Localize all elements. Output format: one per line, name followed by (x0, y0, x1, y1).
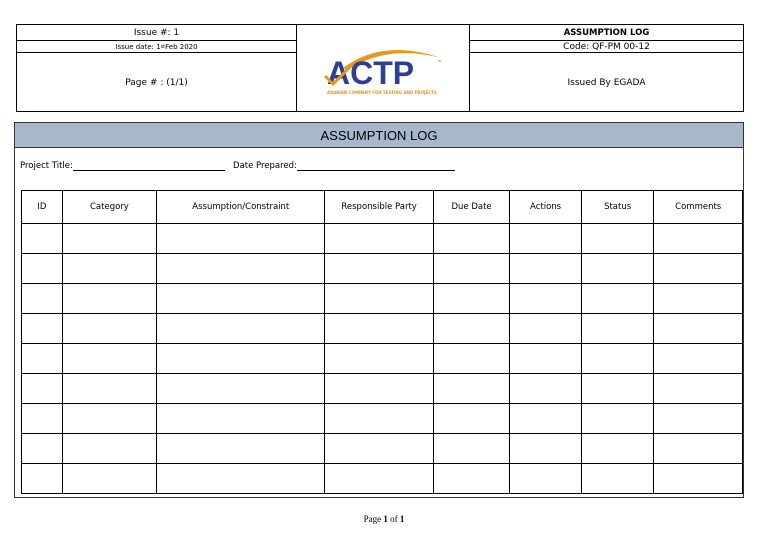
issue-number: Issue #: 1 (133, 27, 180, 38)
column-header: Responsible Party (325, 191, 433, 224)
table-cell[interactable] (62, 404, 156, 434)
date-prepared-label: Date Prepared: (232, 161, 297, 171)
table-cell[interactable] (325, 344, 433, 374)
table-cell[interactable] (157, 404, 325, 434)
table-cell[interactable] (62, 224, 156, 254)
table-cell[interactable] (22, 224, 63, 254)
table-cell[interactable] (510, 224, 582, 254)
form-title: ASSUMPTION LOG (15, 123, 743, 148)
table-cell[interactable] (325, 434, 433, 464)
table-cell[interactable] (62, 374, 156, 404)
table-cell[interactable] (654, 464, 743, 494)
table-cell[interactable] (325, 284, 433, 314)
table-cell[interactable] (510, 464, 582, 494)
table-cell[interactable] (581, 374, 654, 404)
table-cell[interactable] (22, 284, 63, 314)
project-title-label: Project Title: (20, 161, 73, 171)
table-row (22, 374, 743, 404)
page-number: Page # : (1/1) (125, 77, 188, 88)
table-cell[interactable] (325, 404, 433, 434)
table-cell[interactable] (325, 464, 433, 494)
issued-by: Issued By EGADA (567, 77, 646, 88)
table-cell[interactable] (510, 314, 582, 344)
table-row (22, 464, 743, 494)
table-cell[interactable] (581, 224, 654, 254)
column-header: Actions (510, 191, 582, 224)
table-cell[interactable] (433, 344, 509, 374)
date-prepared-field[interactable] (297, 161, 455, 171)
table-cell[interactable] (22, 374, 63, 404)
table-cell[interactable] (581, 434, 654, 464)
table-cell[interactable] (581, 284, 654, 314)
table-row (22, 434, 743, 464)
table-row (22, 314, 743, 344)
table-cell[interactable] (157, 374, 325, 404)
svg-text:™: ™ (437, 59, 442, 66)
table-cell[interactable] (22, 434, 63, 464)
table-cell[interactable] (654, 224, 743, 254)
project-title-field[interactable] (73, 161, 225, 171)
doc-title: ASSUMPTION LOG (563, 27, 650, 38)
logo-swoosh-icon (313, 40, 453, 98)
table-cell[interactable] (157, 314, 325, 344)
table-cell[interactable] (510, 434, 582, 464)
column-header: ID (22, 191, 63, 224)
table-cell[interactable] (157, 224, 325, 254)
table-cell[interactable] (510, 374, 582, 404)
svg-text:ACTP: ACTP (327, 54, 415, 91)
table-cell[interactable] (654, 434, 743, 464)
table-cell[interactable] (157, 434, 325, 464)
table-cell[interactable] (22, 254, 63, 284)
column-header: Status (581, 191, 654, 224)
table-cell[interactable] (581, 464, 654, 494)
table-cell[interactable] (654, 344, 743, 374)
table-row (22, 224, 743, 254)
table-cell[interactable] (581, 404, 654, 434)
table-cell[interactable] (433, 224, 509, 254)
issue-date: Issue date: 1 st Feb 2020 (115, 42, 198, 51)
table-cell[interactable] (654, 404, 743, 434)
table-cell[interactable] (433, 374, 509, 404)
table-cell[interactable] (510, 344, 582, 374)
table-cell[interactable] (325, 314, 433, 344)
table-cell[interactable] (325, 374, 433, 404)
table-row (22, 344, 743, 374)
table-cell[interactable] (325, 224, 433, 254)
table-cell[interactable] (581, 254, 654, 284)
table-row (22, 284, 743, 314)
assumption-log-form (14, 122, 744, 498)
table-cell[interactable] (433, 254, 509, 284)
table-cell[interactable] (654, 254, 743, 284)
table-cell[interactable] (433, 464, 509, 494)
doc-code: Code: QF-PM 00-12 (563, 41, 650, 52)
project-fields (20, 161, 455, 171)
table-cell[interactable] (510, 404, 582, 434)
table-cell[interactable] (325, 254, 433, 284)
page-footer: Page 1 of 1 (363, 514, 405, 524)
table-cell[interactable] (157, 344, 325, 374)
table-cell[interactable] (157, 254, 325, 284)
table-cell[interactable] (654, 374, 743, 404)
table-cell[interactable] (433, 284, 509, 314)
table-cell[interactable] (581, 344, 654, 374)
table-cell[interactable] (581, 314, 654, 344)
table-cell[interactable] (433, 434, 509, 464)
table-cell[interactable] (157, 464, 325, 494)
column-header: Comments (654, 191, 743, 224)
table-cell[interactable] (62, 314, 156, 344)
column-header: Assumption/Constraint (157, 191, 325, 224)
table-cell[interactable] (22, 344, 63, 374)
table-cell[interactable] (433, 404, 509, 434)
table-cell[interactable] (62, 254, 156, 284)
table-cell[interactable] (157, 284, 325, 314)
table-cell[interactable] (510, 284, 582, 314)
table-row (22, 404, 743, 434)
table-cell[interactable] (510, 254, 582, 284)
column-header: Category (62, 191, 156, 224)
table-row (22, 254, 743, 284)
column-header: Due Date (433, 191, 509, 224)
table-cell[interactable] (654, 284, 743, 314)
table-cell[interactable] (62, 434, 156, 464)
svg-text:ARABIAN COMPANY FOR TESTING AN: ARABIAN COMPANY FOR TESTING AND PROJECTS (327, 89, 437, 95)
actp-logo (297, 25, 469, 112)
table-cell[interactable] (433, 314, 509, 344)
table-cell[interactable] (22, 404, 63, 434)
table-cell[interactable] (22, 464, 63, 494)
table-cell[interactable] (22, 314, 63, 344)
table-cell[interactable] (654, 314, 743, 344)
table-cell[interactable] (62, 284, 156, 314)
table-cell[interactable] (62, 464, 156, 494)
assumption-table (21, 190, 743, 494)
document-header (16, 24, 744, 112)
table-cell[interactable] (62, 344, 156, 374)
